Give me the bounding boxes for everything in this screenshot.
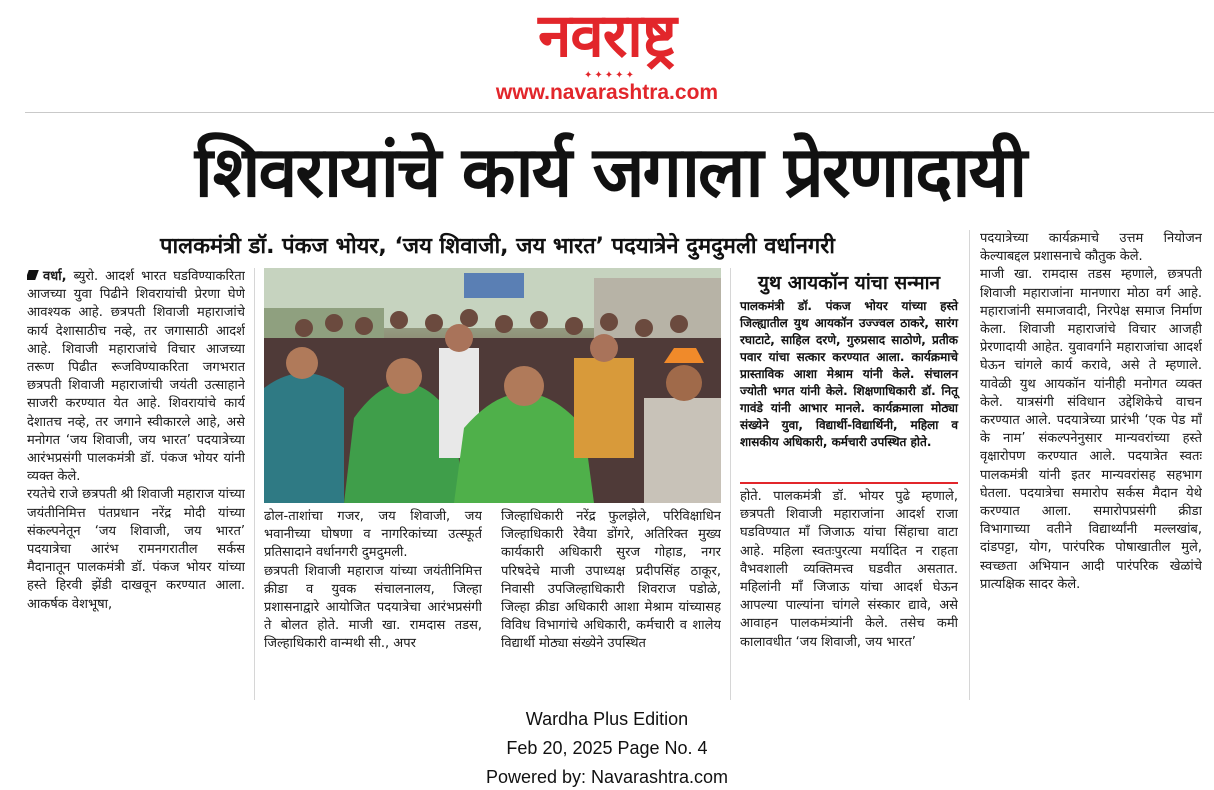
powered-by-label[interactable]: Powered by: Navarashtra.com: [485, 767, 729, 787]
column-divider: [254, 268, 255, 700]
article-column-5: [980, 230, 1202, 690]
date-page-label: Feb 20, 2025 Page No. 4: [506, 738, 708, 758]
article-column-3: [501, 508, 721, 700]
article-column-1: [27, 268, 245, 700]
subheadline: पालकमंत्री डॉ. पंकज भोयर, ‘जय शिवाजी, जय भारत’ पदयात्रेने दुमदुमली वर्धानगरी: [159, 234, 835, 259]
paragraph: होते. पालकमंत्री डॉ. भोयर पुढे म्हणाले, छत्रपती शिवाजी महाराजांना आदर्श राजा घडविण्यात माँ जिजाऊ यांचा सिंहाचा वाटा आहे. महिला स्वतःपुरत्या मर्यादित न राहता वैभवशाली व्यक्तिमत्त्व घडवीत असतात. महिलांनी माँ जिजाऊ यांचा आदर्श घेऊन आपल्या पाल्यांना चांगले संस्कार द्यावे, असे आवाहन पालकमंत्र्यांनी केले. तसेच कमी कालावधीत ‘जय शिवाजी, जय भारत’: [740, 489, 958, 650]
sidebar-body: पालकमंत्री डॉ. पंकज भोयर यांच्या हस्ते जिल्ह्यातील युथ आयकॉन उज्ज्वल ठाकरे, सारंग रघाटाटे, साहिल दरणे, गुरुप्रसाद साठोणे, प्रतीक पवार यांचा सत्कार करण्यात आला. कार्यक्रमाचे प्रास्ताविक आशा मेश्राम यांनी केले. संचालन ज्योती भगत यांनी केले. शिक्षणाधिकारी डॉ. नितू गावंडे यांनी आभार मानले. कार्यक्रमाला मोठ्या संख्येने युवा, विद्यार्थी-विद्यार्थिनी, महिला व शासकीय अधिकारी, कर्मचारी उपस्थित होते.: [740, 299, 958, 449]
sidebar-title: युथ आयकॉन यांचा सन्मान: [757, 272, 941, 294]
paragraph: ढोल-ताशांचा गजर, जय शिवाजी, जय भवानीच्या घोषणा व नागरिकांच्या उत्स्फूर्त प्रतिसादाने वर्धानगरी दुमदुमली.: [264, 509, 482, 561]
paragraph-text: ब्युरो. आदर्श भारत घडविण्याकरिता आजच्या युवा पिढीने शिवरायांची प्रेरणा घेणे आवश्यक आहे. छत्रपती शिवाजी महाराजांचे कार्य देशासाठीच नव्हे, तर जगासाठी आदर्श आहे. शिवाजी महाराजांचे विचार आजच्या तरूण पिढीत रूजविण्याकरिता जगभरात छत्रपती शिवाजी महाराजांची जयंती उत्साहाने साजरी करण्यात येत आहे. शिवरायांचे कार्य देशातच नव्हे, तर जगाने स्वीकारले आहे, असे मनोगत ‘जय शिवाजी, जय भारत’ पदयात्रेच्या आरंभप्रसंगी पालकमंत्री डॉ. पंकज भोयर यांनी व्यक्त केले.: [27, 269, 245, 485]
sidebar-divider: [740, 482, 958, 484]
masthead: [0, 0, 1214, 112]
masthead-divider: [25, 112, 1214, 113]
paragraph: [27, 268, 245, 486]
article-photo[interactable]: [264, 268, 721, 503]
article-column-2: [264, 508, 482, 700]
sidebar-box: [740, 268, 958, 478]
paragraph: रयतेचे राजे छत्रपती श्री शिवाजी महाराज यांच्या जयंतीनिमित्त पंतप्रधान नरेंद्र मोदी यांच्या संकल्पनेतून ‘जय शिवाजी, जय भारत’ पदयात्रेचा आरंभ रामनगरातील सर्कस मैदानातून पालकमंत्री डॉ. पंकज भोयर यांच्या हस्ते हिरवी झेंडी दाखवून करण्यात आला. आकर्षक वेशभूषा,: [27, 487, 245, 612]
brand-logo[interactable]: नवराष्ट्र: [538, 1, 676, 71]
paragraph: पदयात्रेच्या कार्यक्रमाचे उत्तम नियोजन केल्याबद्दल प्रशासनाचे कौतुक केले.: [980, 231, 1202, 265]
edition-label: Wardha Plus Edition: [525, 709, 689, 729]
brand-url[interactable]: www.navarashtra.com: [495, 81, 719, 104]
paragraph: माजी खा. रामदास तडस म्हणाले, छत्रपती शिवाजी महाराजांना मानणारा मोठा वर्ग आहे. महाराजांनी समाजवादी, निरपेक्ष समाज निर्माण केला. शिवाजी महाराजांचे विचार आजही प्रेरणादायी आहेत. युवावर्गाने महाराजांचा आदर्श घेऊन चांगले कार्य करावे, असे ते म्हणाले. यावेळी युथ आयकॉन यांनीही मनोगत व्यक्त केले. यात्रसंगी संविधान उद्देशिकेचे वाचन करण्यात आले. पदयात्रेच्या प्रारंभी ‘एक पेड माँ के नाम’ संकल्पनेनुसार मान्यवरांच्या हस्ते वृक्षारोपण करण्यात आले. पदयात्रेत स्वतः पालकमंत्री यांनी इतर मान्यवरांसह सहभाग घेतला. पदयात्रेचा समारोप सर्कस मैदान येथे करण्यात आला. समारोपप्रसंगी क्रीडा विभागाच्या वतीने विद्यार्थ्यांनी मल्लखांब, दांडपट्टा, योग, पारंपरिक पोषाखातील मुले, स्वच्छता अभियान आदी पारंपरिक खेळांचे प्रात्यक्षिक सादर केले.: [980, 267, 1202, 592]
paragraph: छत्रपती शिवाजी महाराज यांच्या जयंतीनिमित्त क्रीडा व युवक संचालनालय, जिल्हा प्रशासनाद्वारे आयोजित पदयात्रेचा आरंभप्रसंगी ते बोलत होते. माजी खा. रामदास तडस, जिल्हाधिकारी वान्मथी सी., अपर: [264, 563, 482, 652]
article-column-4: [740, 488, 958, 700]
logo-stars-decoration: ✦✦✦✦✦: [584, 70, 636, 81]
dateline: वर्धा,: [43, 269, 67, 284]
dateline-bullet-icon: [27, 270, 39, 280]
column-divider: [969, 230, 970, 700]
column-divider: [730, 268, 731, 700]
procession-photo-illustration: [264, 268, 721, 503]
paragraph: जिल्हाधिकारी नरेंद्र फुलझेले, परिविक्षाधिन जिल्हाधिकारी रेवैया डोंगरे, अतिरिक्त मुख्य कार्यकारी अधिकारी सुरज गोहाड, नगर परिषदेचे माजी उपाध्यक्ष प्रदीपसिंह ठाकूर, निवासी उपजिल्हाधिकारी शिवराज पडोळे, जिल्हा क्रीडा अधिकारी आशा मेश्राम यांच्यासह विविध विभागांचे अधिकारी, कर्मचारी व शालेय विद्यार्थी मोठ्या संख्येने उपस्थित: [501, 509, 721, 652]
headline: शिवरायांचे कार्य जगाला प्रेरणादायी: [194, 131, 1026, 213]
